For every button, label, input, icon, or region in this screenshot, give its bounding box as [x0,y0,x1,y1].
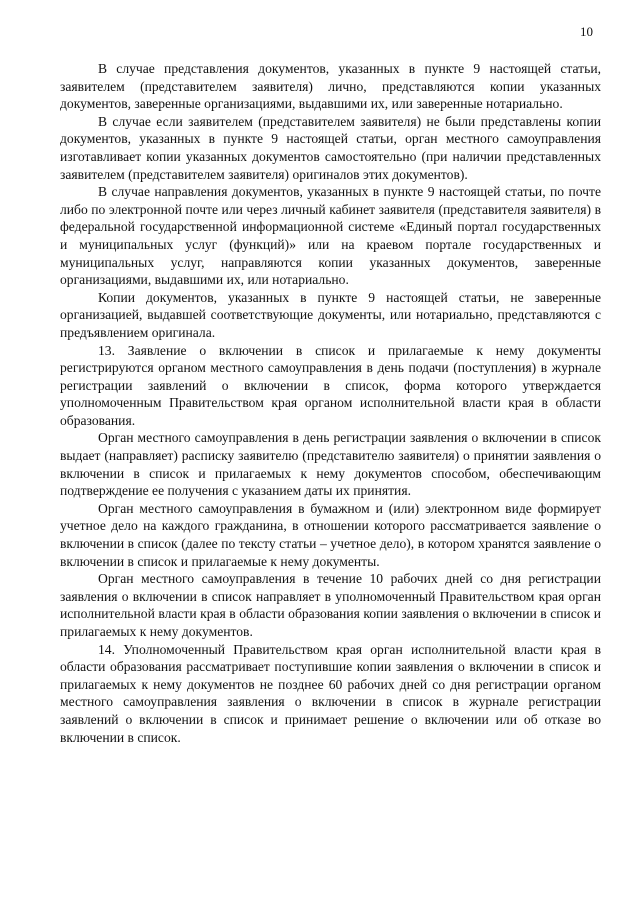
paragraph-forwarding-copies: Орган местного самоуправления в течение 10 рабочих дней со дня регистрации заявления о включении в список направляет в уполномоченный Правительством края орган исполнительной власти края в области образования копии заявления о включении в список и прилагаемых к нему документов. [60,571,601,639]
paragraph-copies-by-mail: В случае направления документов, указанных в пункте 9 настоящей статьи, по почте либо по электронной почте или через личный кабинет заявителя (представителя заявителя) в федеральной государственной информационной системе «Единый портал государственных и муниципальных услуг (функций)» или на краевом портале государственных и муниципальных услуг, направляются копии указанных документов, заверенные организациями, выдавшими их, или нотариально. [60,184,601,288]
paragraph-copies-not-certified: Копии документов, указанных в пункте 9 настоящей статьи, не заверенные организацией, выдавшей соответствующие документы, или нотариально, представляются с предъявлением оригинала. [60,289,601,340]
paragraph-item-14-decision: 14. Уполномоченный Правительством края орган исполнительной власти края в области образования рассматривает поступившие копии заявления о включении в список и прилагаемых к нему документов не позднее 60 рабочих дней со дня регистрации органом местного самоуправления заявления о включении в список в журнале регистрации заявлений о включении в список и принимает решение о включении или об отказе во включении в список. [60,641,601,745]
paragraph-copies-personal: В случае представления документов, указанных в пункте 9 настоящей статьи, заявителем (представителем заявителя) лично, представляются копии указанных документов, заверенные организациями, выдавшими их, или заверенные нотариально. [60,61,601,112]
paragraph-case-file: Орган местного самоуправления в бумажном и (или) электронном виде формирует учетное дело на каждого гражданина, в отношении которого рассматривается заявление о включении в список (далее по тексту статьи – учетное дело), в котором хранятся заявление о включении в список и прилагаемые к нему документы. [60,500,601,569]
paragraph-copies-not-provided: В случае если заявителем (представителем заявителя) не были представлены копии документов, указанных в пункте 9 настоящей статьи, орган местного самоуправления изготавливает копии указанных документов самостоятельно (при наличии представленных заявителем (представителем заявителя) оригиналов этих документов). [60,113,601,182]
paragraph-receipt: Орган местного самоуправления в день регистрации заявления о включении в список выдает (направляет) расписку заявителю (представителю заявителя) о принятии заявления о включении в список и прилагаемых к нему документов способом, обеспечивающим подтверждение ее получения с указанием даты их принятия. [60,430,601,499]
document-body [60,60,601,746]
paragraph-item-13-registration: 13. Заявление о включении в список и прилагаемые к нему документы регистрируются органом местного самоуправления в день подачи (поступления) в журнале регистрации заявлений о включении в список, форма которого утверждается уполномоченным Правительством края органом исполнительной власти края в области образования. [60,342,601,428]
page-number: 10 [580,24,593,39]
